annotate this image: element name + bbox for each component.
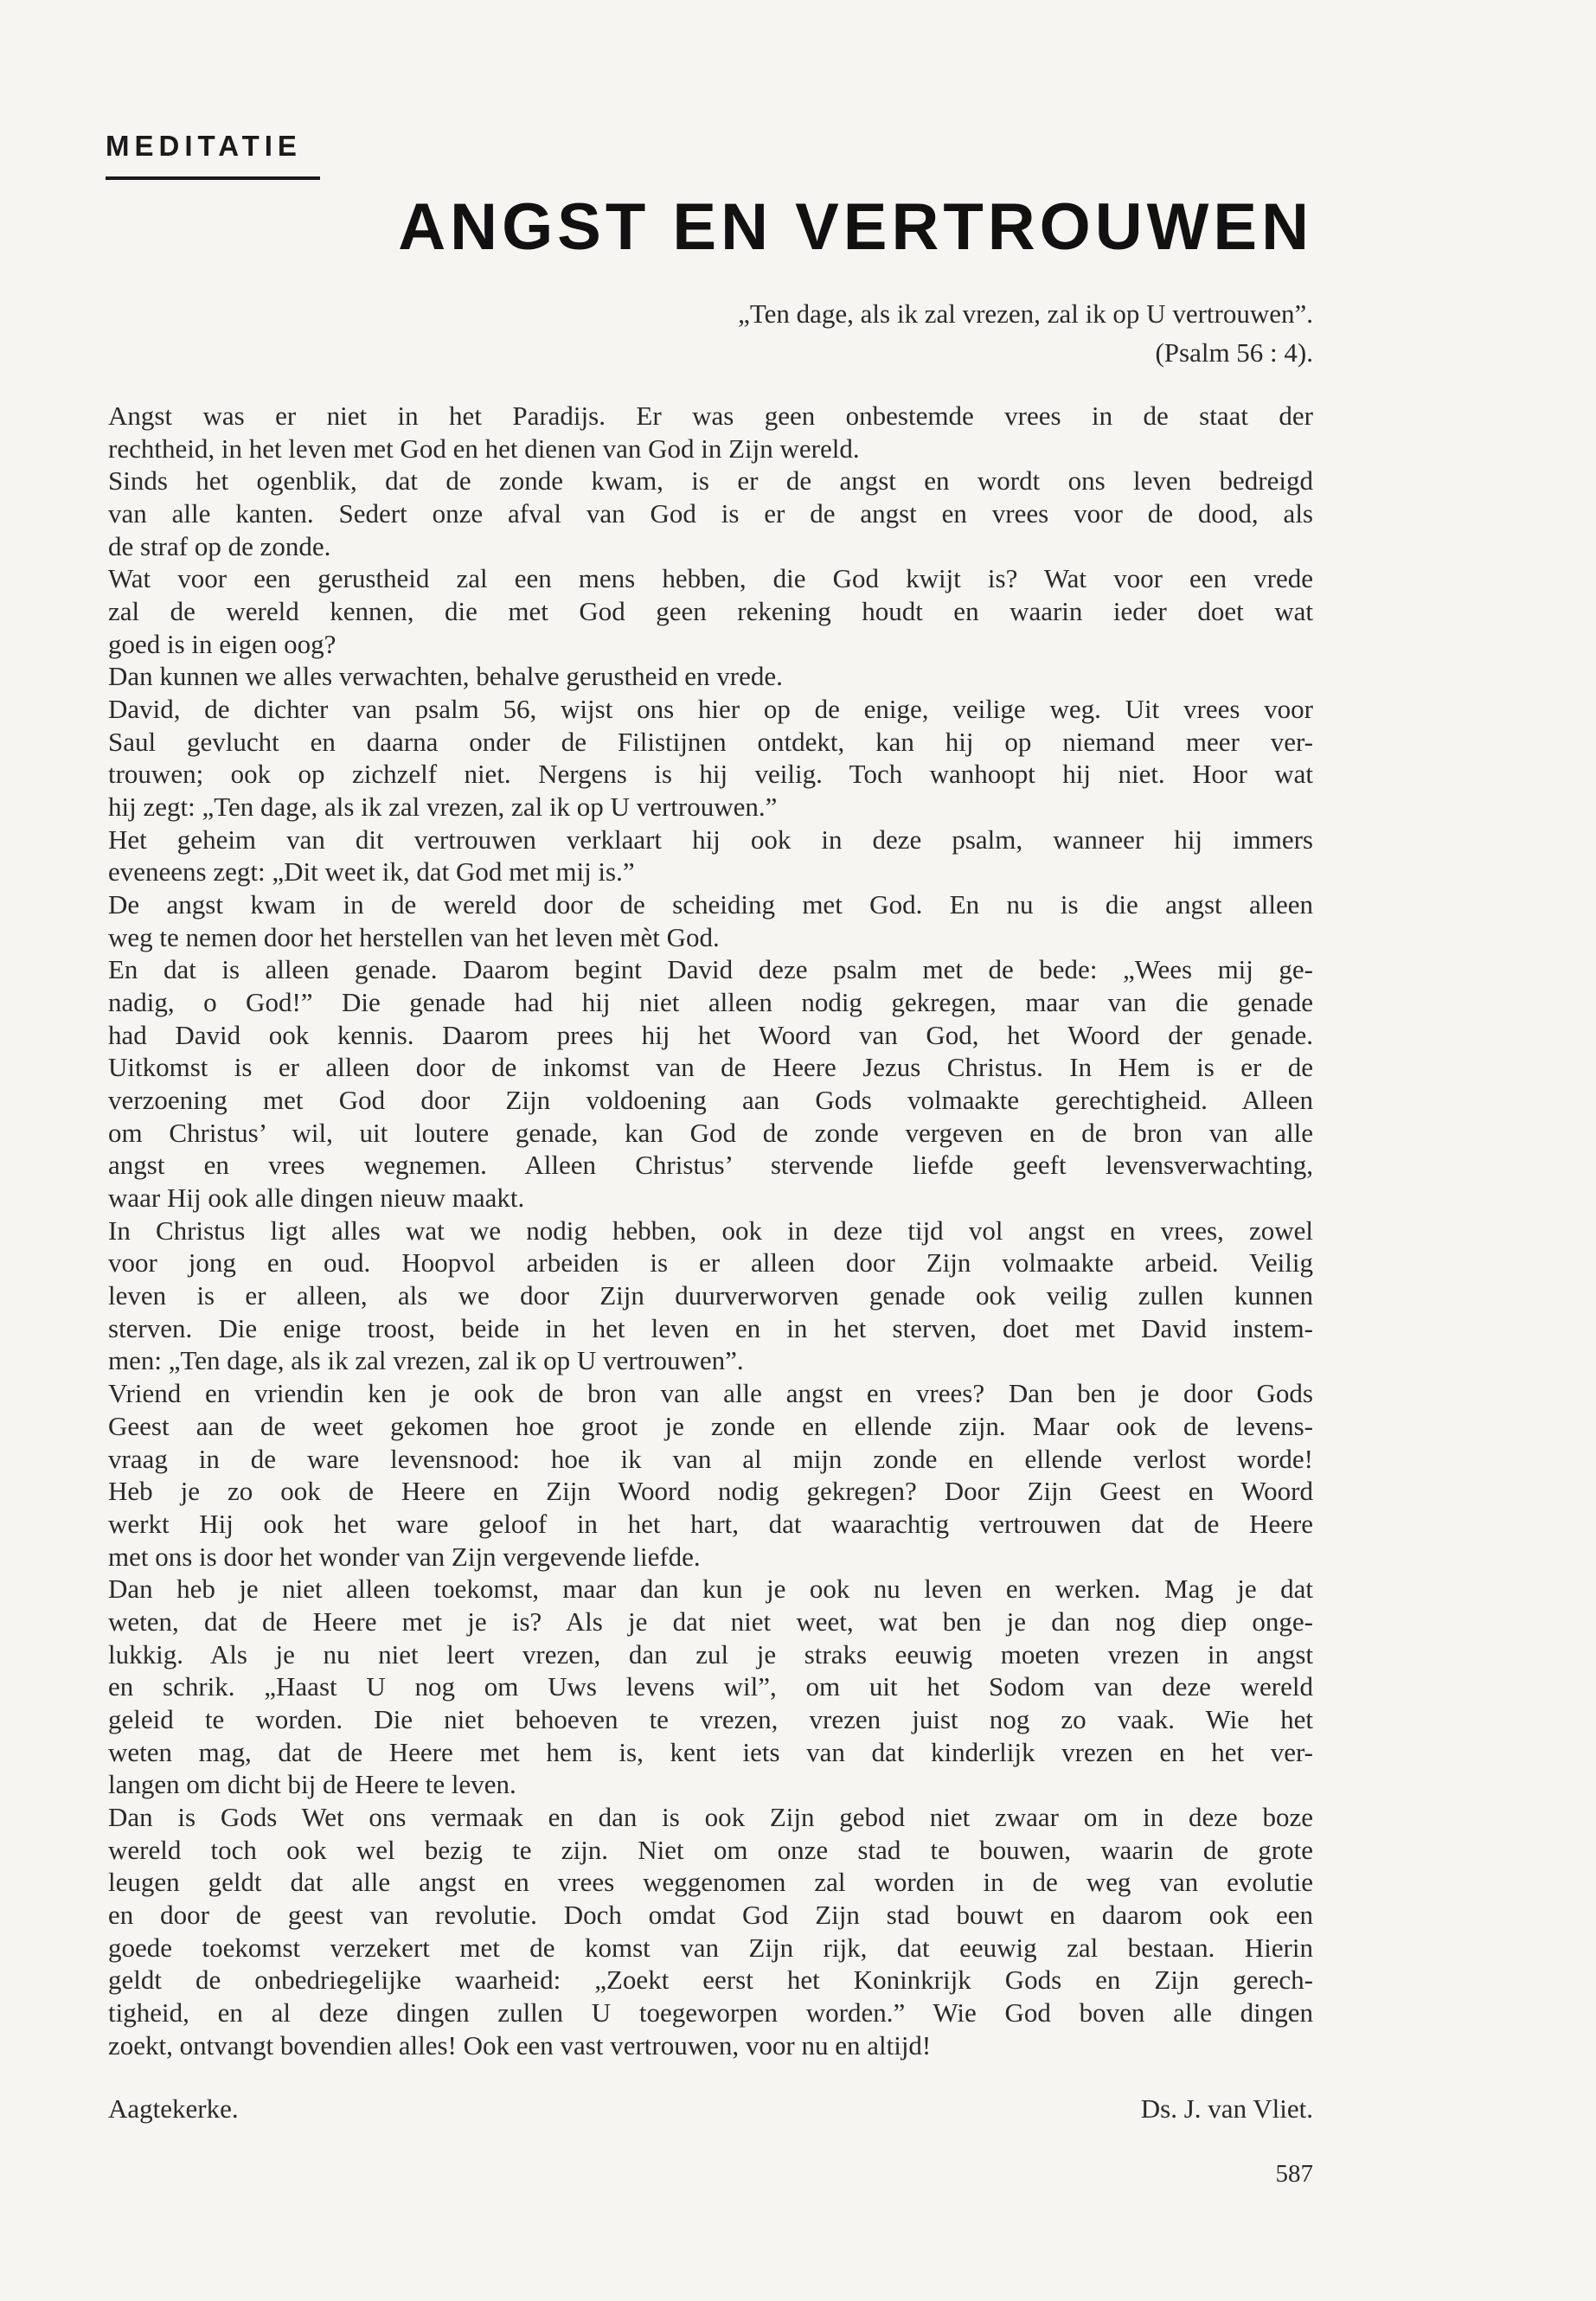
body-line: langen om dicht bij de Heere te leven.	[108, 1769, 516, 1800]
section-label: MEDITATIE	[106, 130, 302, 162]
body-line: men: „Ten dage, als ik zal vrezen, zal ik op U vertrouwen”.	[108, 1345, 744, 1376]
body-line: leven is er alleen, als we door Zijn duurverworven genade ook veilig zullen kunnen	[108, 1280, 1313, 1311]
body-line: verzoening met God door Zijn voldoening aan Gods volmaakte gerechtigheid. Alleen	[108, 1085, 1313, 1116]
body-line: Uitkomst is er alleen door de inkomst van de Heere Jezus Christus. In Hem is er de	[108, 1052, 1313, 1083]
body-line: en door de geest van revolutie. Doch omdat God Zijn stad bouwt en daarom ook een	[108, 1899, 1313, 1930]
body-line: Dan kunnen we alles verwachten, behalve gerustheid en vrede.	[108, 661, 783, 692]
article-title: ANGST EN VERTROUWEN	[398, 190, 1313, 264]
body-line: vraag in de ware levensnood: hoe ik van al mijn zonde en ellende verlost worde!	[108, 1443, 1313, 1474]
body-line: Dan heb je niet alleen toekomst, maar dan kun je ook nu leven en werken. Mag je dat	[108, 1574, 1313, 1605]
body-line: Dan is Gods Wet ons vermaak en dan is ook Zijn gebod niet zwaar om in deze boze	[108, 1801, 1313, 1832]
body-line: De angst kwam in de wereld door de scheiding met God. En nu is die angst alleen	[108, 889, 1313, 920]
epigraph-reference: (Psalm 56 : 4).	[1155, 337, 1313, 368]
body-line: goed is in eigen oog?	[108, 628, 337, 659]
body-line: zal de wereld kennen, die met God geen rekening houdt en waarin ieder doet wat	[108, 596, 1313, 627]
body-line: had David ook kennis. Daarom prees hij het Woord van God, het Woord der genade.	[108, 1019, 1313, 1050]
body-line: Heb je zo ook de Heere en Zijn Woord nodig gekregen? Door Zijn Geest en Woord	[108, 1476, 1313, 1507]
article-body	[108, 400, 1313, 2061]
epigraph	[106, 294, 1313, 372]
body-line: Het geheim van dit vertrouwen verklaart hij ook in deze psalm, wanneer hij immers	[108, 824, 1313, 855]
body-line: trouwen; ook op zichzelf niet. Nergens is hij veilig. Toch wanhoopt hij niet. Hoor wat	[108, 759, 1313, 790]
body-line: om Christus’ wil, uit loutere genade, kan God de zonde vergeven en de bron van alle	[108, 1117, 1313, 1148]
body-line: Geest aan de weet gekomen hoe groot je zonde en ellende zijn. Maar ook de levens-	[108, 1410, 1313, 1441]
body-line: In Christus ligt alles wat we nodig hebben, ook in deze tijd vol angst en vrees, zowel	[108, 1215, 1313, 1246]
body-line: wereld toch ook wel bezig te zijn. Niet om onze stad te bouwen, waarin de grote	[108, 1834, 1313, 1865]
body-line: David, de dichter van psalm 56, wijst ons hier op de enige, veilige weg. Uit vrees voor	[108, 694, 1313, 725]
page-number: 587	[1275, 2160, 1313, 2188]
body-line: geldt de onbedriegelijke waarheid: „Zoekt eerst het Koninkrijk Gods en Zijn gerech-	[108, 1965, 1313, 1996]
body-line: sterven. Die enige troost, beide in het leven en in het sterven, doet met David instem-	[108, 1312, 1313, 1343]
body-line: lukkig. Als je nu niet leert vrezen, dan zul je straks eeuwig moeten vrezen in angst	[108, 1638, 1313, 1670]
body-line: werkt Hij ook het ware geloof in het hart, dat waarachtig vertrouwen dat de Heere	[108, 1508, 1313, 1539]
body-line: voor jong en oud. Hoopvol arbeiden is er alleen door Zijn volmaakte arbeid. Veilig	[108, 1247, 1313, 1279]
body-line: geleid te worden. Die niet behoeven te vrezen, vrezen juist nog zo vaak. Wie het	[108, 1703, 1313, 1734]
body-line: eveneens zegt: „Dit weet ik, dat God met mij is.”	[108, 856, 635, 888]
body-line: met ons is door het wonder van Zijn vergevende liefde.	[108, 1541, 701, 1572]
body-line: tigheid, en al deze dingen zullen U toegeworpen worden.” Wie God boven alle dingen	[108, 1997, 1313, 2028]
body-line: de straf op de zonde.	[108, 530, 331, 561]
body-line: weg te nemen door het herstellen van het leven mèt God.	[108, 921, 720, 952]
body-line: weten, dat de Heere met je is? Als je dat niet weet, wat ben je dan nog diep onge-	[108, 1606, 1313, 1637]
body-line: Angst was er niet in het Paradijs. Er was geen onbestemde vrees in de staat der	[108, 401, 1313, 431]
body-line: weten mag, dat de Heere met hem is, kent iets van dat kinderlijk vrezen en het ver-	[108, 1736, 1313, 1767]
body-line: waar Hij ook alle dingen nieuw maakt.	[108, 1183, 525, 1214]
body-line: Vriend en vriendin ken je ook de bron van alle angst en vrees? Dan ben je door Gods	[108, 1378, 1313, 1409]
body-line: rechtheid, in het leven met God en het dienen van God in Zijn wereld.	[108, 433, 860, 464]
body-line: zoekt, ontvangt bovendien alles! Ook een vast vertrouwen, voor nu en altijd!	[108, 2029, 932, 2061]
epigraph-text: „Ten dage, als ik zal vrezen, zal ik op U vertrouwen”.	[738, 298, 1313, 329]
body-line: En dat is alleen genade. Daarom begint David deze psalm met de bede: „Wees mij ge-	[108, 954, 1313, 985]
body-line: Saul gevlucht en daarna onder de Filistijnen ontdekt, kan hij op niemand meer ver-	[108, 726, 1313, 757]
footer-author: Ds. J. van Vliet.	[1140, 2093, 1313, 2124]
body-line: goede toekomst verzekert met de komst van Zijn rijk, dat eeuwig zal bestaan. Hierin	[108, 1932, 1313, 1963]
section-underline	[106, 176, 320, 180]
body-line: angst en vrees wegnemen. Alleen Christus’ stervende liefde geeft levensverwachting,	[108, 1150, 1313, 1181]
body-line: hij zegt: „Ten dage, als ik zal vrezen, zal ik op U vertrouwen.”	[108, 792, 778, 823]
body-line: Wat voor een gerustheid zal een mens hebben, die God kwijt is? Wat voor een vrede	[108, 563, 1313, 594]
body-line: leugen geldt dat alle angst en vrees weggenomen zal worden in de weg van evolutie	[108, 1867, 1313, 1898]
body-line: Sinds het ogenblik, dat de zonde kwam, is er de angst en wordt ons leven bedreigd	[108, 465, 1313, 497]
body-line: van alle kanten. Sedert onze afval van God is er de angst en vrees voor de dood, als	[108, 498, 1313, 529]
body-line: en schrik. „Haast U nog om Uws levens wil”, om uit het Sodom van deze wereld	[108, 1671, 1313, 1702]
footer-place: Aagtekerke.	[108, 2093, 239, 2124]
body-line: nadig, o God!” Die genade had hij niet alleen nodig gekregen, maar van die genade	[108, 987, 1313, 1018]
